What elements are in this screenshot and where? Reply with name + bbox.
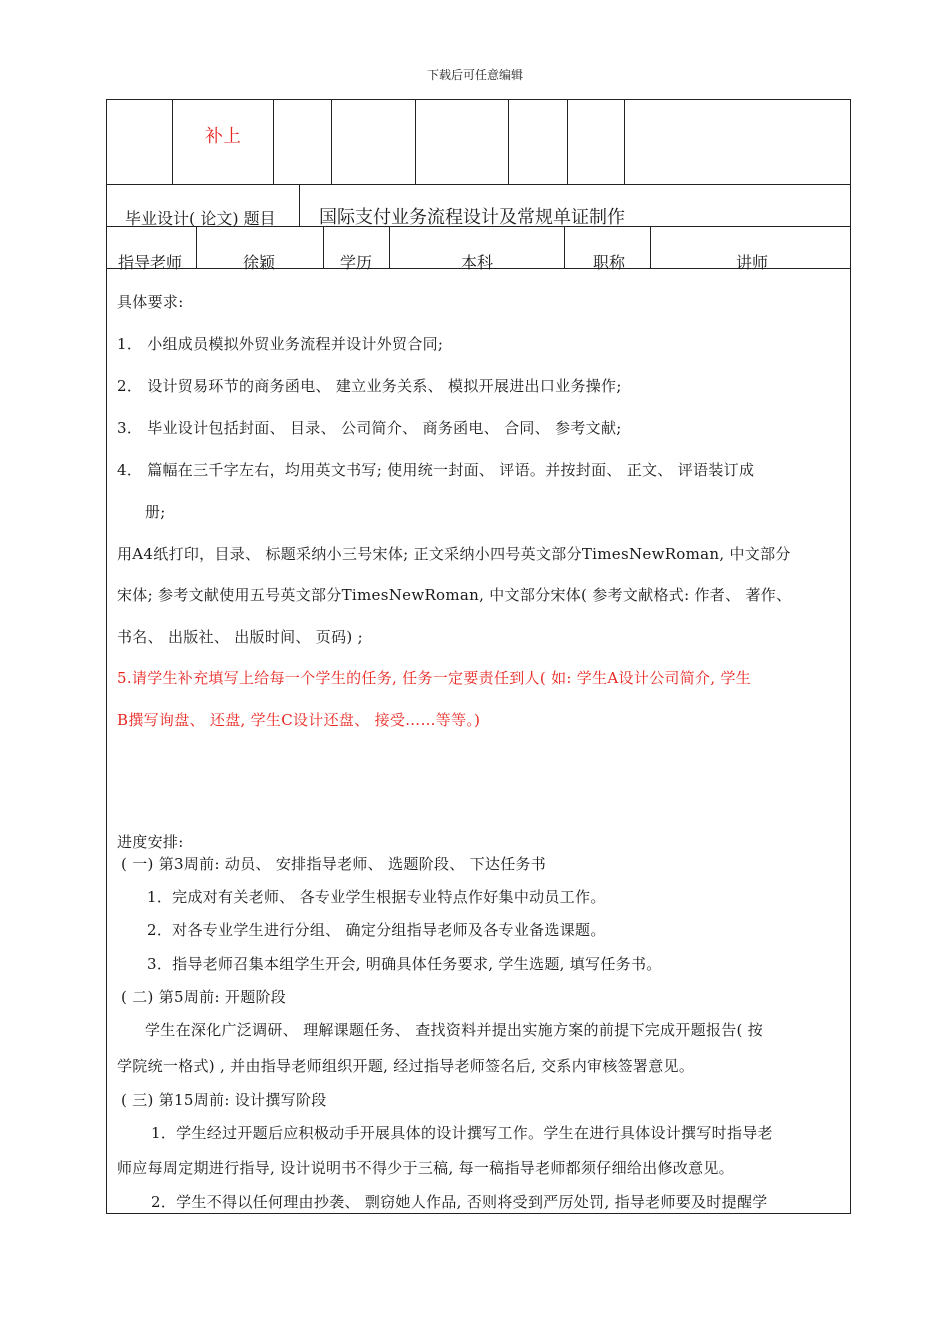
format-requirement: 书名、 出版社、 出版时间、 页码) ; bbox=[117, 628, 363, 646]
schedule-paragraph: 学院统一格式) , 并由指导老师组织开题, 经过指导老师签名后, 交系内审核签署意见。 bbox=[117, 1057, 695, 1075]
column-divider bbox=[564, 226, 565, 268]
task-form-table bbox=[106, 99, 851, 1214]
requirement-item: 2． 设计贸易环节的商务函电、 建立业务关系、 模拟开展进出口业务操作; bbox=[117, 377, 622, 395]
schedule-phase: ( 一) 第3周前: 动员、 安排指导老师、 选题阶段、 下达任务书 bbox=[121, 855, 547, 873]
column-divider bbox=[389, 226, 390, 268]
advisor-label: 指导老师 bbox=[118, 253, 183, 272]
schedule-phase: ( 二) 第5周前: 开题阶段 bbox=[121, 988, 287, 1006]
column-divider bbox=[567, 100, 568, 184]
degree-label: 学历 bbox=[340, 253, 373, 272]
format-requirement: 用A4纸打印，目录、 标题采纳小三号宋体; 正文采纳小四号英文部分TimesNewRoman, 中文部分 bbox=[117, 545, 791, 563]
column-divider bbox=[323, 226, 324, 268]
column-divider bbox=[331, 100, 332, 184]
requirements-heading: 具体要求: bbox=[117, 293, 184, 311]
schedule-paragraph: 1．学生经过开题后应积极动手开展具体的设计撰写工作。学生在进行具体设计撰写时指导老 bbox=[151, 1124, 773, 1142]
schedule-paragraph: 师应每周定期进行指导, 设计说明书不得少于三稿, 每一稿指导老师都须仔细给出修改意见。 bbox=[117, 1159, 734, 1177]
column-divider bbox=[624, 100, 625, 184]
fill-in-note: 补上 bbox=[205, 126, 241, 147]
requirement-item: 1． 小组成员模拟外贸业务流程并设计外贸合同; bbox=[117, 335, 444, 353]
rank-label: 职称 bbox=[593, 253, 626, 272]
student-task-instruction: 5.请学生补充填写上给每一个学生的任务, 任务一定要责任到人( 如: 学生A设计公司简介, 学生 bbox=[117, 669, 752, 687]
rank-value: 讲师 bbox=[736, 253, 769, 272]
student-task-instruction: B撰写询盘、 还盘, 学生C设计还盘、 接受……等等。) bbox=[117, 711, 481, 729]
column-divider bbox=[196, 226, 197, 268]
column-divider bbox=[299, 184, 300, 226]
requirement-item: 3． 毕业设计包括封面、 目录、 公司简介、 商务函电、 合同、 参考文献; bbox=[117, 419, 622, 437]
requirement-item-continued: 册; bbox=[145, 503, 166, 521]
column-divider bbox=[415, 100, 416, 184]
requirement-item: 4． 篇幅在三千字左右，均用英文书写; 使用统一封面、 评语。并按封面、 正文、 评语装订成 bbox=[117, 461, 755, 479]
schedule-phase: ( 三) 第15周前: 设计撰写阶段 bbox=[121, 1091, 327, 1109]
header-note: 下载后可任意编辑 bbox=[426, 68, 523, 82]
column-divider bbox=[508, 100, 509, 184]
schedule-heading: 进度安排: bbox=[117, 833, 184, 851]
schedule-item: 1．完成对有关老师、 各专业学生根据专业特点作好集中动员工作。 bbox=[147, 888, 606, 906]
schedule-item: 2．对各专业学生进行分组、 确定分组指导老师及各专业备选课题。 bbox=[147, 921, 606, 939]
thesis-title-value: 国际支付业务流程设计及常规单证制作 bbox=[319, 207, 625, 228]
row-divider bbox=[107, 184, 850, 185]
column-divider bbox=[172, 100, 173, 184]
schedule-item: 3．指导老师召集本组学生开会, 明确具体任务要求, 学生选题, 填写任务书。 bbox=[147, 955, 662, 973]
thesis-title-label: 毕业设计( 论文) 题目 bbox=[125, 209, 276, 228]
advisor-name: 徐颖 bbox=[243, 253, 276, 272]
schedule-paragraph: 2．学生不得以任何理由抄袭、 剽窃她人作品, 否则将受到严厉处罚, 指导老师要及时提醒学 bbox=[151, 1193, 768, 1211]
column-divider bbox=[273, 100, 274, 184]
schedule-paragraph: 学生在深化广泛调研、 理解课题任务、 查找资料并提出实施方案的前提下完成开题报告( 按 bbox=[145, 1021, 764, 1039]
format-requirement: 宋体; 参考文献使用五号英文部分TimesNewRoman, 中文部分宋体( 参考文献格式: 作者、 著作、 bbox=[117, 586, 792, 604]
degree-value: 本科 bbox=[461, 253, 494, 272]
column-divider bbox=[650, 226, 651, 268]
